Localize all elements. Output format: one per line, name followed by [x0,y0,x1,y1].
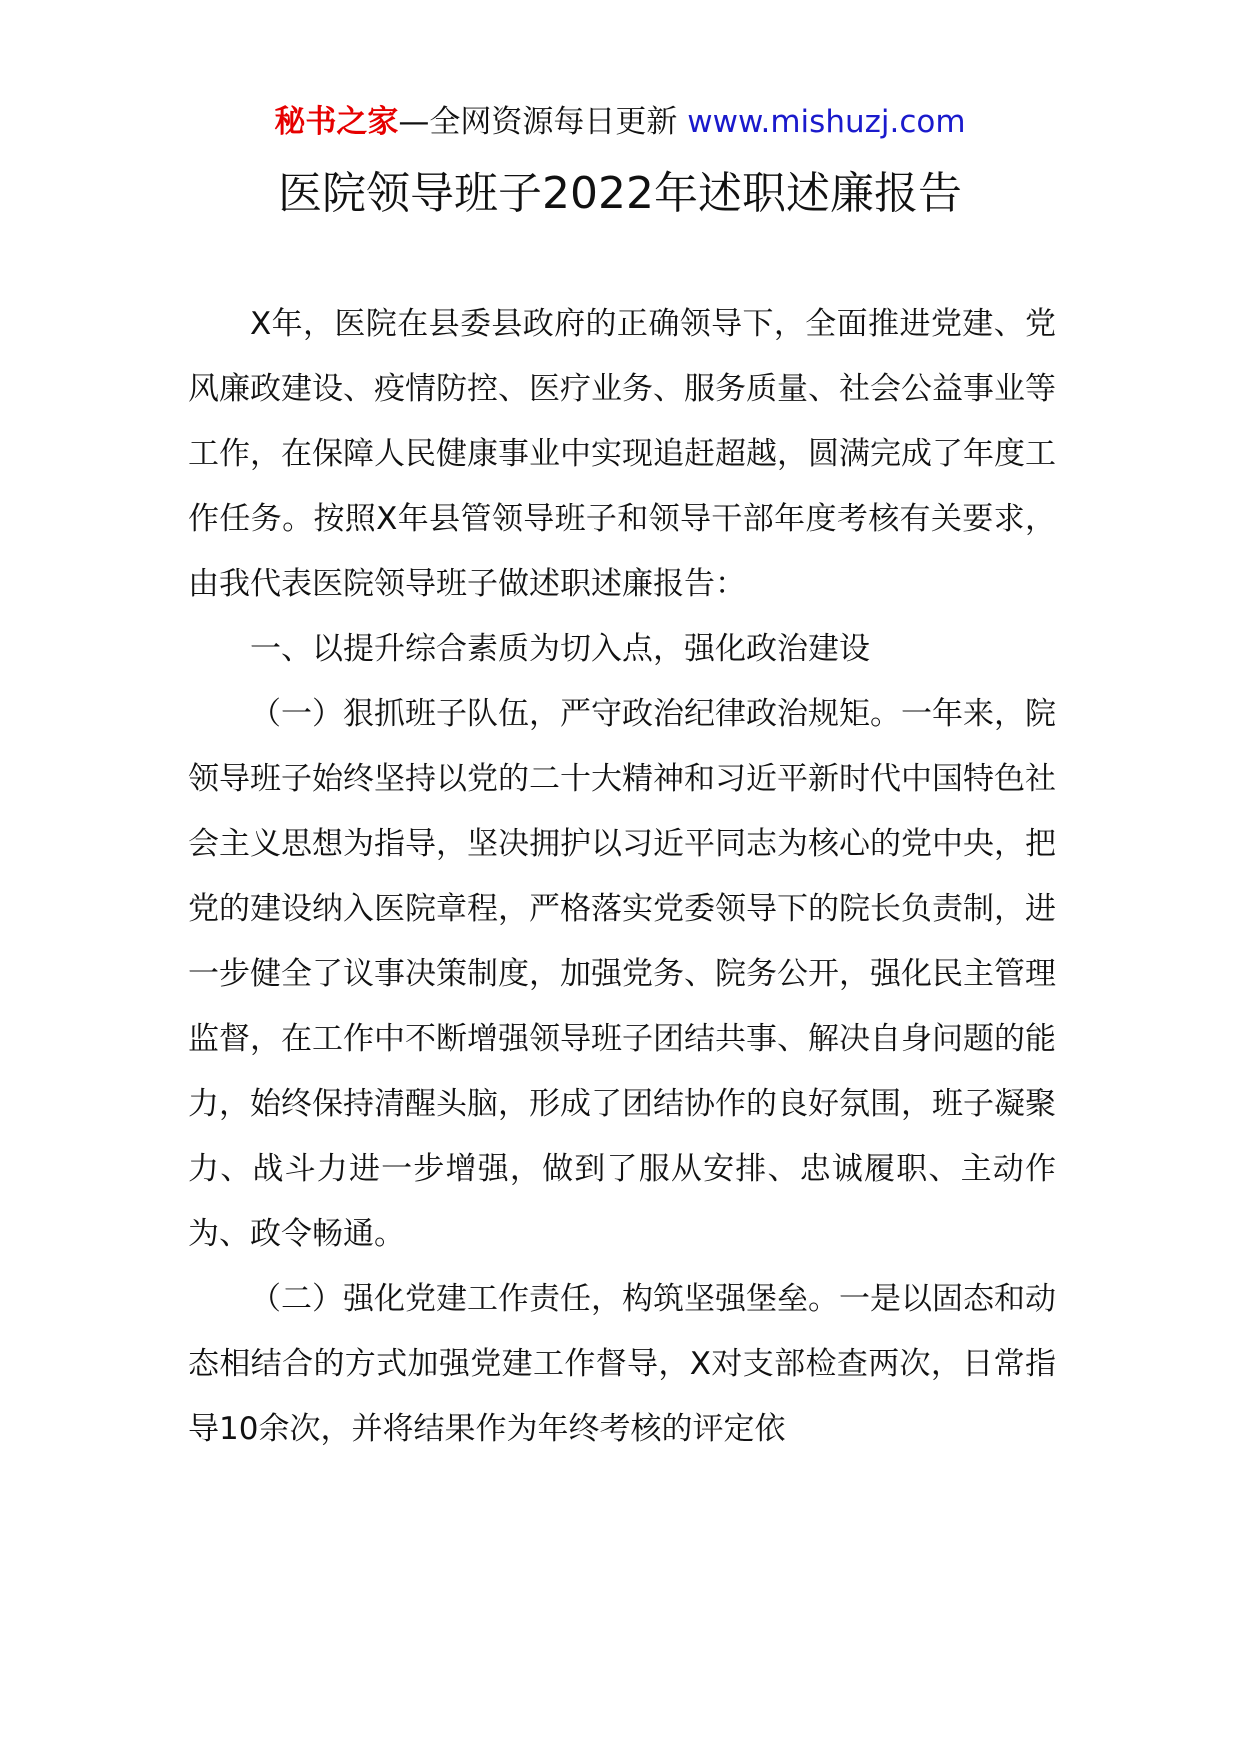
section-heading-1: 一、以提升综合素质为切入点，强化政治建设 [250,631,870,667]
subsection-paragraph-1: （一）狠抓班子队伍，严守政治纪律政治规矩。一年来，院领导班子始终坚持以党的二十大精神和习近平新时代中国特色社会主义思想为指导，坚决拥护以习近平同志为核心的党中央，把党的建设纳入医院章程，严格落实党委领导下的院长负责制，进一步健全了议事决策制度，加强党务、院务公开，强化民主管理监督，在工作中不断增强领导班子团结共事、解决自身问题的能力，始终保持清醒头脑，形成了团结协作的良好氛围，班子凝聚力、战斗力进一步增强，做到了服从安排、忠诚履职、主动作为、政令畅通。 [188,696,1056,1252]
brand-name: 秘书之家 [274,104,399,140]
intro-paragraph: X年，医院在县委县政府的正确领导下，全面推进党建、党风廉政建设、疫情防控、医疗业务、服务质量、社会公益事业等工作，在保障人民健康事业中实现追赶超越，圆满完成了年度工作任务。按照X年县管领导班子和领导干部年度考核有关要求，由我代表医院领导班子做述职述廉报告： [188,306,1056,602]
document-body [188,292,1056,1462]
header-tagline: —全网资源每日更新 [398,104,688,140]
document-title: 医院领导班子2022年述职述廉报告 [278,168,962,219]
subsection-paragraph-2: （二）强化党建工作责任，构筑坚强堡垒。一是以固态和动态相结合的方式加强党建工作督导，X对支部检查两次，日常指导10余次，并将结果作为年终考核的评定依 [188,1281,1056,1447]
site-header [0,100,1240,144]
site-url-link[interactable]: www.mishuzj.com [687,104,966,140]
